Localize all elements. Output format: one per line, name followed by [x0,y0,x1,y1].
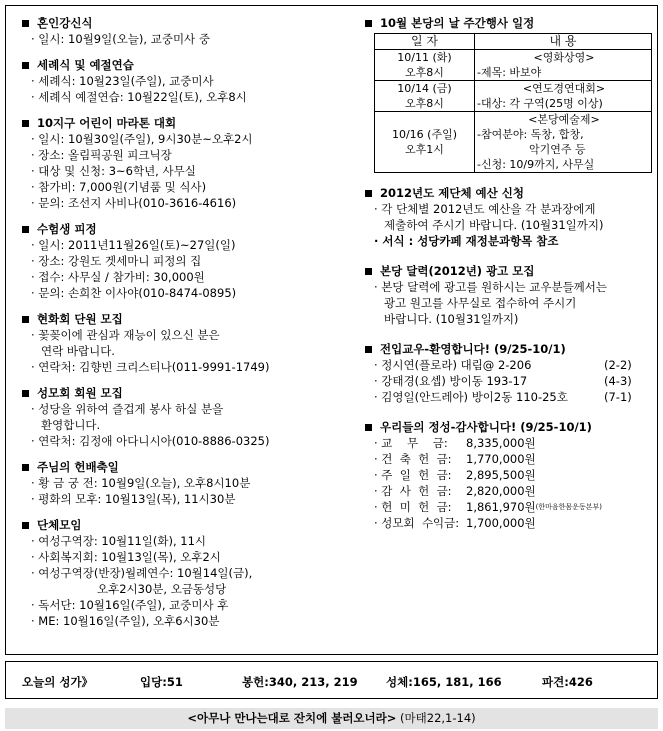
info-line: · 일시: 10월30일(주일), 9시30분~오후2시 [31,132,253,146]
right-column [362,15,660,541]
desc-cell: <본당예술제> -참여분야: 독창, 합창, 악기연주 등 -신청: 10/9까지, 사무실 [475,112,652,173]
info-line: · 여성구역장: 10월11일(화), 11시 [31,534,207,548]
section-title: 현화회 단원 모집 [37,312,123,326]
list-item: · 주 일 헌 금: 2,895,500원 [374,468,536,482]
desc-cell: <영화상영> -제목: 바보야 [475,50,652,81]
info-line: · 연락처: 김향빈 크리스티나(011-9991-1749) [31,360,270,374]
section-retreat [19,221,359,301]
scripture-reference: (마태22,1-14) [396,711,476,725]
section-title: 주님의 헌배축일 [37,460,119,474]
square-bullet-icon [365,346,372,353]
hymn-recessional: 파견:426 [542,675,593,689]
section-title: 10월 본당의 날 주간행사 일정 [380,16,535,30]
info-line: · 장소: 올림픽공원 피크닉장 [31,148,172,162]
schedule-table [374,33,652,173]
column-header: 일 자 [375,34,475,50]
info-line: · 사회복지회: 10월13일(목), 오후2시 [31,550,221,564]
info-line: 연락 바랍니다. [41,344,115,358]
info-line: · 여성구역장(반장)월례연수: 10월14일(금), [31,566,253,580]
list-item: · 헌 미 헌 금: 1,861,970원 (한마음한몸운동본부) [374,500,602,514]
info-line: · 세례식: 10월23일(주일), 교중미사 [31,74,214,88]
info-line: · 평화의 모후: 10월13일(목), 11시30분 [31,492,236,506]
section-title: 수험생 피정 [37,222,97,236]
info-line: · 일시: 2011년11월26일(토)~27일(일) [31,238,236,252]
date-cell: 10/14 (금) 오후8시 [375,81,475,112]
section-baptism [19,57,359,105]
info-line: · 꽃꽂이에 관심과 재능이 있으신 분은 [31,328,220,342]
list-item: · 강태경(요셉) 방이동 193-17 (4-3) [374,374,632,388]
hymn-offertory: 봉헌:340, 213, 219 [242,675,358,689]
info-line: · 접수: 사무실 / 참가비: 30,000원 [31,270,205,284]
section-marathon [19,115,359,211]
date-cell: 10/16 (주일) 오후1시 [375,112,475,173]
info-line: · 서식 : 성당카페 재정분과항목 참조 [374,234,559,248]
section-offering [362,419,660,531]
square-bullet-icon [22,464,29,471]
section-title: 전입교우-환영합니다! (9/25-10/1) [380,342,566,356]
scripture-quote: <아무나 만나는대로 잔치에 불러오너라> [187,711,397,725]
info-line: · 참가비: 7,000원(기념품 및 식사) [31,180,207,194]
info-line: · 본당 달력에 광고를 원하시는 교우분들께서는 [374,280,608,294]
list-item: · 정시연(플로라) 대림@ 2-206 (2-2) [374,358,632,372]
hymn-entrance: 입당:51 [140,675,183,689]
table-row [375,81,652,112]
section-newcomers [362,341,660,405]
column-header: 내 용 [475,34,652,50]
section-ad [362,263,660,327]
list-item: · 김영일(안드레아) 방이2동 110-25호 (7-1) [374,390,632,404]
info-line: 바랍니다. (10월31일까지) [384,312,519,326]
section-title: 10지구 어린이 마라톤 대회 [37,116,177,130]
section-title: 세례식 및 예절연습 [37,58,134,72]
info-line: · 대상 및 신청: 3~6학년, 사무실 [31,164,196,178]
info-line: · 성당을 위하여 즐겁게 봉사 하실 분을 [31,402,224,416]
info-line: · 세례식 예절연습: 10월22일(토), 오후8시 [31,90,247,104]
square-bullet-icon [22,62,29,69]
table-header-row [375,34,652,50]
left-column [19,15,359,639]
bulletin-frame [5,5,658,655]
info-line: · 문의: 손희찬 이사야(010-8474-0895) [31,286,237,300]
section-title: 단체모임 [37,518,82,532]
info-line: · 황 금 궁 전: 10월9일(오늘), 오후8시10분 [31,476,251,490]
scripture-footer [5,708,658,729]
info-line: · 문의: 조선지 사비나(010-3616-4616) [31,196,237,210]
info-line: · 연락처: 김정애 아다니시아(010-8886-0325) [31,434,270,448]
section-title: 우리들의 정성-감사합니다! (9/25-10/1) [380,420,592,434]
square-bullet-icon [22,390,29,397]
info-line: · 각 단체별 2012년도 예산을 각 분과장에게 [374,202,596,216]
square-bullet-icon [365,268,372,275]
list-item: · 성모회 수익금: 1,700,000원 [374,516,536,530]
section-wedding [19,15,359,47]
info-line: · 일시: 10월9일(오늘), 교중미사 중 [31,32,210,46]
square-bullet-icon [22,226,29,233]
list-item: · 건 축 헌 금: 1,770,000원 [374,452,536,466]
section-schedule [362,15,660,173]
section-title: 2012년도 제단체 예산 신청 [380,186,524,200]
hymn-communion: 성체:165, 181, 166 [386,675,502,689]
section-title: 본당 달력(2012년) 광고 모집 [380,264,535,278]
section-flower [19,311,359,375]
section-budget [362,185,660,249]
section-feast [19,459,359,507]
info-line: · 독서단: 10월16일(주일), 교중미사 후 [31,598,229,612]
table-row [375,112,652,173]
date-cell: 10/11 (화) 오후8시 [375,50,475,81]
square-bullet-icon [365,424,372,431]
square-bullet-icon [22,20,29,27]
desc-cell: <연도경연대회> -대상: 각 구역(25명 이상) [475,81,652,112]
info-line: 광고 원고를 사무실로 접수하여 주시기 [384,296,577,310]
hymn-bar [5,661,658,699]
list-item: · 감 사 헌 금: 2,820,000원 [374,484,536,498]
square-bullet-icon [22,120,29,127]
list-item: · 교 무 금: 8,335,000원 [374,436,536,450]
info-line: 오후2시30분, 오금동성당 [97,582,227,596]
info-line: · ME: 10월16일(주일), 오후6시30분 [31,614,220,628]
hymn-label: 오늘의 성가》 [22,675,94,689]
section-sacristy [19,385,359,449]
section-title: 혼인강신식 [37,16,93,30]
info-line: · 장소: 강원도 겟세마니 피정의 집 [31,254,202,268]
info-line: 환영합니다. [41,418,101,432]
table-row [375,50,652,81]
square-bullet-icon [22,316,29,323]
info-line: 제출하여 주시기 바랍니다. (10월31일까지) [384,218,604,232]
section-title: 성모회 회원 모집 [37,386,123,400]
section-groups [19,517,359,629]
square-bullet-icon [365,20,372,27]
square-bullet-icon [22,522,29,529]
square-bullet-icon [365,190,372,197]
